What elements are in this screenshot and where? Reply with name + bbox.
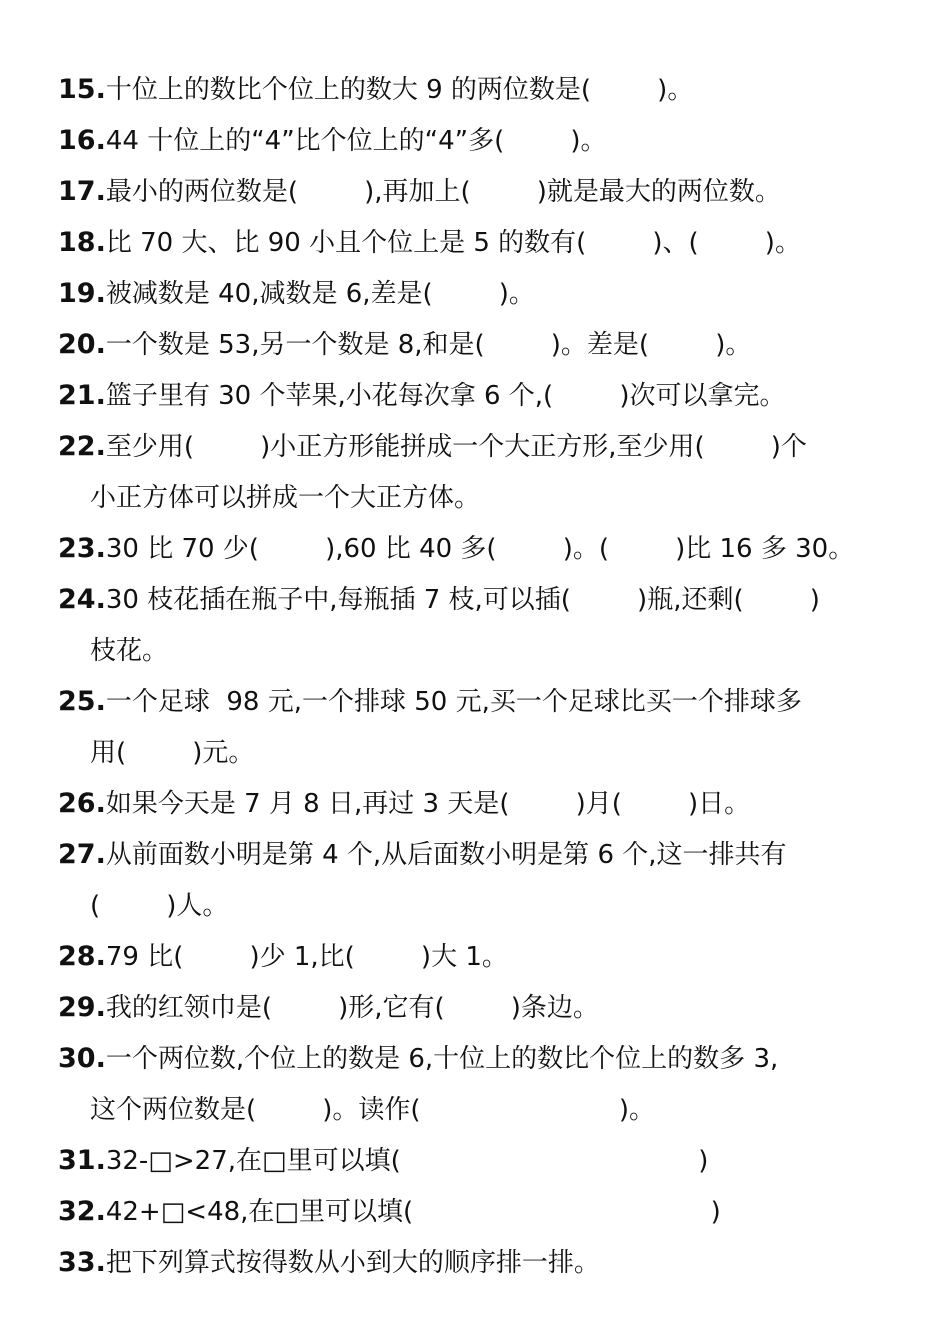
- question-number: 19.: [58, 278, 106, 309]
- question-text: 30 枝花插在瓶子中,每瓶插 7 枝,可以插( )瓶,还剩( ): [105, 585, 820, 615]
- question-32: [58, 1186, 898, 1238]
- question-number: 33.: [58, 1247, 106, 1278]
- question-text: 我的红领巾是( )形,它有( )条边。: [105, 993, 599, 1023]
- question-number: 21.: [58, 380, 106, 411]
- question-27: [58, 829, 898, 932]
- question-number: 32.: [58, 1196, 106, 1227]
- question-number: 18.: [58, 227, 106, 258]
- question-19: [58, 268, 898, 320]
- question-number: 30.: [58, 1043, 106, 1074]
- question-text: 最小的两位数是( ),再加上( )就是最大的两位数。: [105, 177, 781, 207]
- question-text: 十位上的数比个位上的数大 9 的两位数是( )。: [105, 75, 694, 105]
- question-number: 24.: [58, 584, 106, 615]
- question-number: 29.: [58, 992, 106, 1023]
- question-text-continued: 这个两位数是( )。读作( )。: [90, 1095, 656, 1125]
- question-29: [58, 982, 898, 1034]
- question-text-continued: 小正方体可以拼成一个大正方体。: [90, 483, 481, 513]
- question-30: [58, 1033, 898, 1136]
- question-text: 从前面数小明是第 4 个,从后面数小明是第 6 个,这一排共有: [105, 840, 787, 870]
- question-text: 把下列算式按得数从小到大的顺序排一排。: [105, 1248, 600, 1278]
- question-31: [58, 1135, 898, 1187]
- question-text: 42+□<48,在□里可以填( ): [105, 1197, 721, 1227]
- question-number: 26.: [58, 788, 106, 819]
- question-number: 25.: [58, 686, 106, 717]
- question-33: [58, 1237, 898, 1289]
- question-23: [58, 523, 898, 575]
- question-18: [58, 217, 898, 269]
- question-text-continued: 枝花。: [90, 636, 169, 666]
- question-text: 32-□>27,在□里可以填( ): [105, 1146, 709, 1176]
- question-17: [58, 166, 898, 218]
- question-number: 23.: [58, 533, 106, 564]
- question-text: 篮子里有 30 个苹果,小花每次拿 6 个,( )次可以拿完。: [105, 381, 786, 411]
- question-text: 至少用( )小正方形能拼成一个大正方形,至少用( )个: [105, 432, 807, 462]
- question-text: 被减数是 40,减数是 6,差是( )。: [105, 279, 535, 309]
- question-24: [58, 574, 898, 677]
- question-text: 30 比 70 少( ),60 比 40 多( )。( )比 16 多 30。: [105, 534, 855, 564]
- question-25: [58, 676, 898, 779]
- question-text: 一个足球 98 元,一个排球 50 元,买一个足球比买一个排球多: [105, 687, 802, 717]
- question-number: 17.: [58, 176, 106, 207]
- question-text: 一个数是 53,另一个数是 8,和是( )。差是( )。: [105, 330, 752, 360]
- question-number: 27.: [58, 839, 106, 870]
- question-number: 31.: [58, 1145, 106, 1176]
- question-number: 16.: [58, 125, 106, 156]
- question-26: [58, 778, 898, 830]
- question-text-continued: ( )人。: [90, 891, 229, 921]
- question-15: [58, 64, 898, 116]
- question-number: 15.: [58, 74, 106, 105]
- question-text-continued: 用( )元。: [90, 738, 255, 768]
- question-text: 44 十位上的“4”比个位上的“4”多( )。: [105, 126, 607, 156]
- question-text: 79 比( )少 1,比( )大 1。: [105, 942, 508, 972]
- question-text: 比 70 大、比 90 小且个位上是 5 的数有( )、( )。: [105, 228, 801, 258]
- question-20: [58, 319, 898, 371]
- question-28: [58, 931, 898, 983]
- question-16: [58, 115, 898, 167]
- question-number: 20.: [58, 329, 106, 360]
- question-22: [58, 421, 898, 524]
- question-21: [58, 370, 898, 422]
- question-text: 如果今天是 7 月 8 日,再过 3 天是( )月( )日。: [105, 789, 751, 819]
- question-text: 一个两位数,个位上的数是 6,十位上的数比个位上的数多 3,: [105, 1044, 779, 1074]
- question-number: 28.: [58, 941, 106, 972]
- question-number: 22.: [58, 431, 106, 462]
